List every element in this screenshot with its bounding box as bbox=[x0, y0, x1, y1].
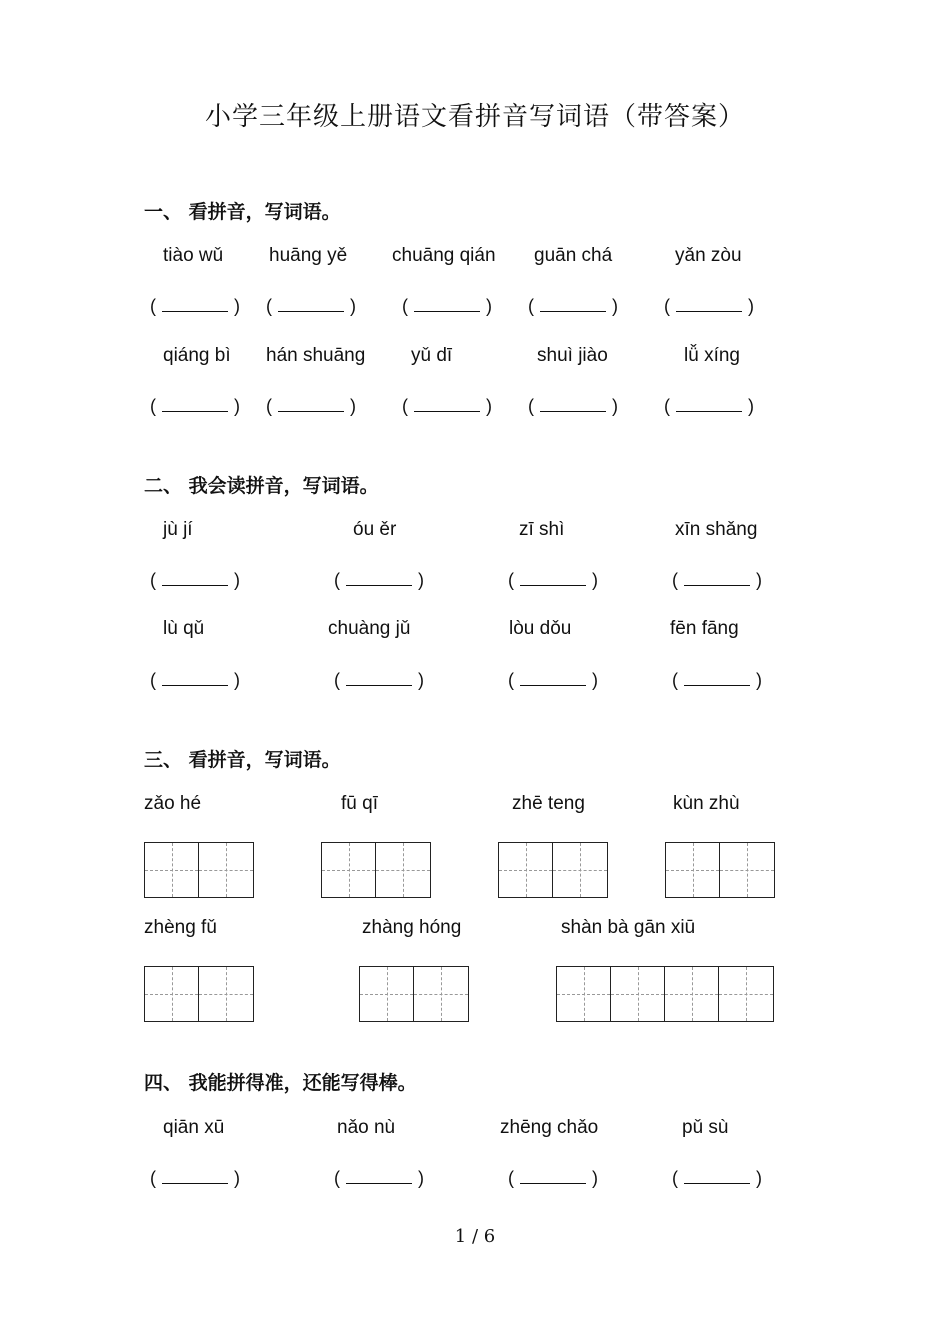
pinyin-item: fēn fāng bbox=[670, 618, 739, 639]
answer-blank[interactable]: ( ) bbox=[664, 396, 754, 416]
writing-grid[interactable] bbox=[144, 966, 254, 1022]
pinyin-item: zǎo hé bbox=[144, 793, 202, 814]
answer-blank[interactable]: ( ) bbox=[672, 570, 762, 590]
pinyin-item: tiào wǔ bbox=[163, 245, 224, 266]
answer-blank[interactable]: ( ) bbox=[402, 396, 492, 416]
section-heading-1: 一、 看拼音，写词语。 bbox=[144, 201, 341, 223]
pinyin-item: qiān xū bbox=[163, 1117, 225, 1138]
pinyin-item: kùn zhù bbox=[673, 793, 740, 814]
section-heading-3: 三、 看拼音，写词语。 bbox=[144, 749, 341, 771]
pinyin-item: jù jí bbox=[163, 519, 193, 540]
pinyin-item: zhēng chǎo bbox=[500, 1117, 599, 1138]
answer-blank[interactable]: ( ) bbox=[150, 570, 240, 590]
pinyin-item: óu ěr bbox=[353, 519, 397, 540]
pinyin-item: chuāng qián bbox=[392, 245, 496, 266]
pinyin-item: xīn shǎng bbox=[675, 519, 758, 540]
answer-blank[interactable]: ( ) bbox=[508, 570, 598, 590]
pinyin-item: zī shì bbox=[519, 519, 565, 540]
page-number: 1 / 6 bbox=[454, 1226, 496, 1247]
pinyin-item: qiáng bì bbox=[163, 345, 231, 366]
answer-blank[interactable]: ( ) bbox=[334, 570, 424, 590]
answer-blank[interactable]: ( ) bbox=[672, 670, 762, 690]
pinyin-item: yǎn zòu bbox=[675, 245, 742, 266]
answer-blank[interactable]: ( ) bbox=[334, 670, 424, 690]
pinyin-item: zhē teng bbox=[512, 793, 585, 814]
pinyin-item: fū qī bbox=[341, 793, 378, 814]
section-heading-2: 二、 我会读拼音，写词语。 bbox=[144, 475, 379, 497]
answer-blank[interactable]: ( ) bbox=[266, 296, 356, 316]
answer-blank[interactable]: ( ) bbox=[508, 1168, 598, 1188]
writing-grid[interactable] bbox=[144, 842, 254, 898]
answer-blank[interactable]: ( ) bbox=[150, 1168, 240, 1188]
pinyin-item: chuàng jǔ bbox=[328, 618, 411, 639]
pinyin-item: yǔ dī bbox=[411, 345, 453, 366]
pinyin-item: lǚ xíng bbox=[684, 345, 740, 366]
writing-grid[interactable] bbox=[556, 966, 774, 1022]
answer-blank[interactable]: ( ) bbox=[664, 296, 754, 316]
answer-blank[interactable]: ( ) bbox=[334, 1168, 424, 1188]
answer-blank[interactable]: ( ) bbox=[508, 670, 598, 690]
pinyin-item: guān chá bbox=[534, 245, 613, 266]
answer-blank[interactable]: ( ) bbox=[672, 1168, 762, 1188]
writing-grid[interactable] bbox=[359, 966, 469, 1022]
pinyin-item: nǎo nù bbox=[337, 1117, 396, 1138]
answer-blank[interactable]: ( ) bbox=[150, 670, 240, 690]
answer-blank[interactable]: ( ) bbox=[402, 296, 492, 316]
page-title: 小学三年级上册语文看拼音写词语（带答案） bbox=[204, 102, 745, 132]
pinyin-item: shuì jiào bbox=[537, 345, 608, 366]
answer-blank[interactable]: ( ) bbox=[150, 296, 240, 316]
pinyin-item: lòu dǒu bbox=[509, 618, 572, 639]
pinyin-item: pǔ sù bbox=[682, 1117, 729, 1138]
writing-grid[interactable] bbox=[665, 842, 775, 898]
pinyin-item: lù qǔ bbox=[163, 618, 205, 639]
writing-grid[interactable] bbox=[321, 842, 431, 898]
answer-blank[interactable]: ( ) bbox=[528, 396, 618, 416]
pinyin-item: zhèng fǔ bbox=[144, 917, 217, 938]
answer-blank[interactable]: ( ) bbox=[528, 296, 618, 316]
answer-blank[interactable]: ( ) bbox=[266, 396, 356, 416]
writing-grid[interactable] bbox=[498, 842, 608, 898]
pinyin-item: huāng yě bbox=[269, 245, 348, 266]
pinyin-item: shàn bà gān xiū bbox=[561, 917, 696, 938]
section-heading-4: 四、 我能拼得准，还能写得棒。 bbox=[144, 1072, 417, 1094]
pinyin-item: zhàng hóng bbox=[362, 917, 462, 938]
pinyin-item: hán shuāng bbox=[266, 345, 366, 366]
answer-blank[interactable]: ( ) bbox=[150, 396, 240, 416]
